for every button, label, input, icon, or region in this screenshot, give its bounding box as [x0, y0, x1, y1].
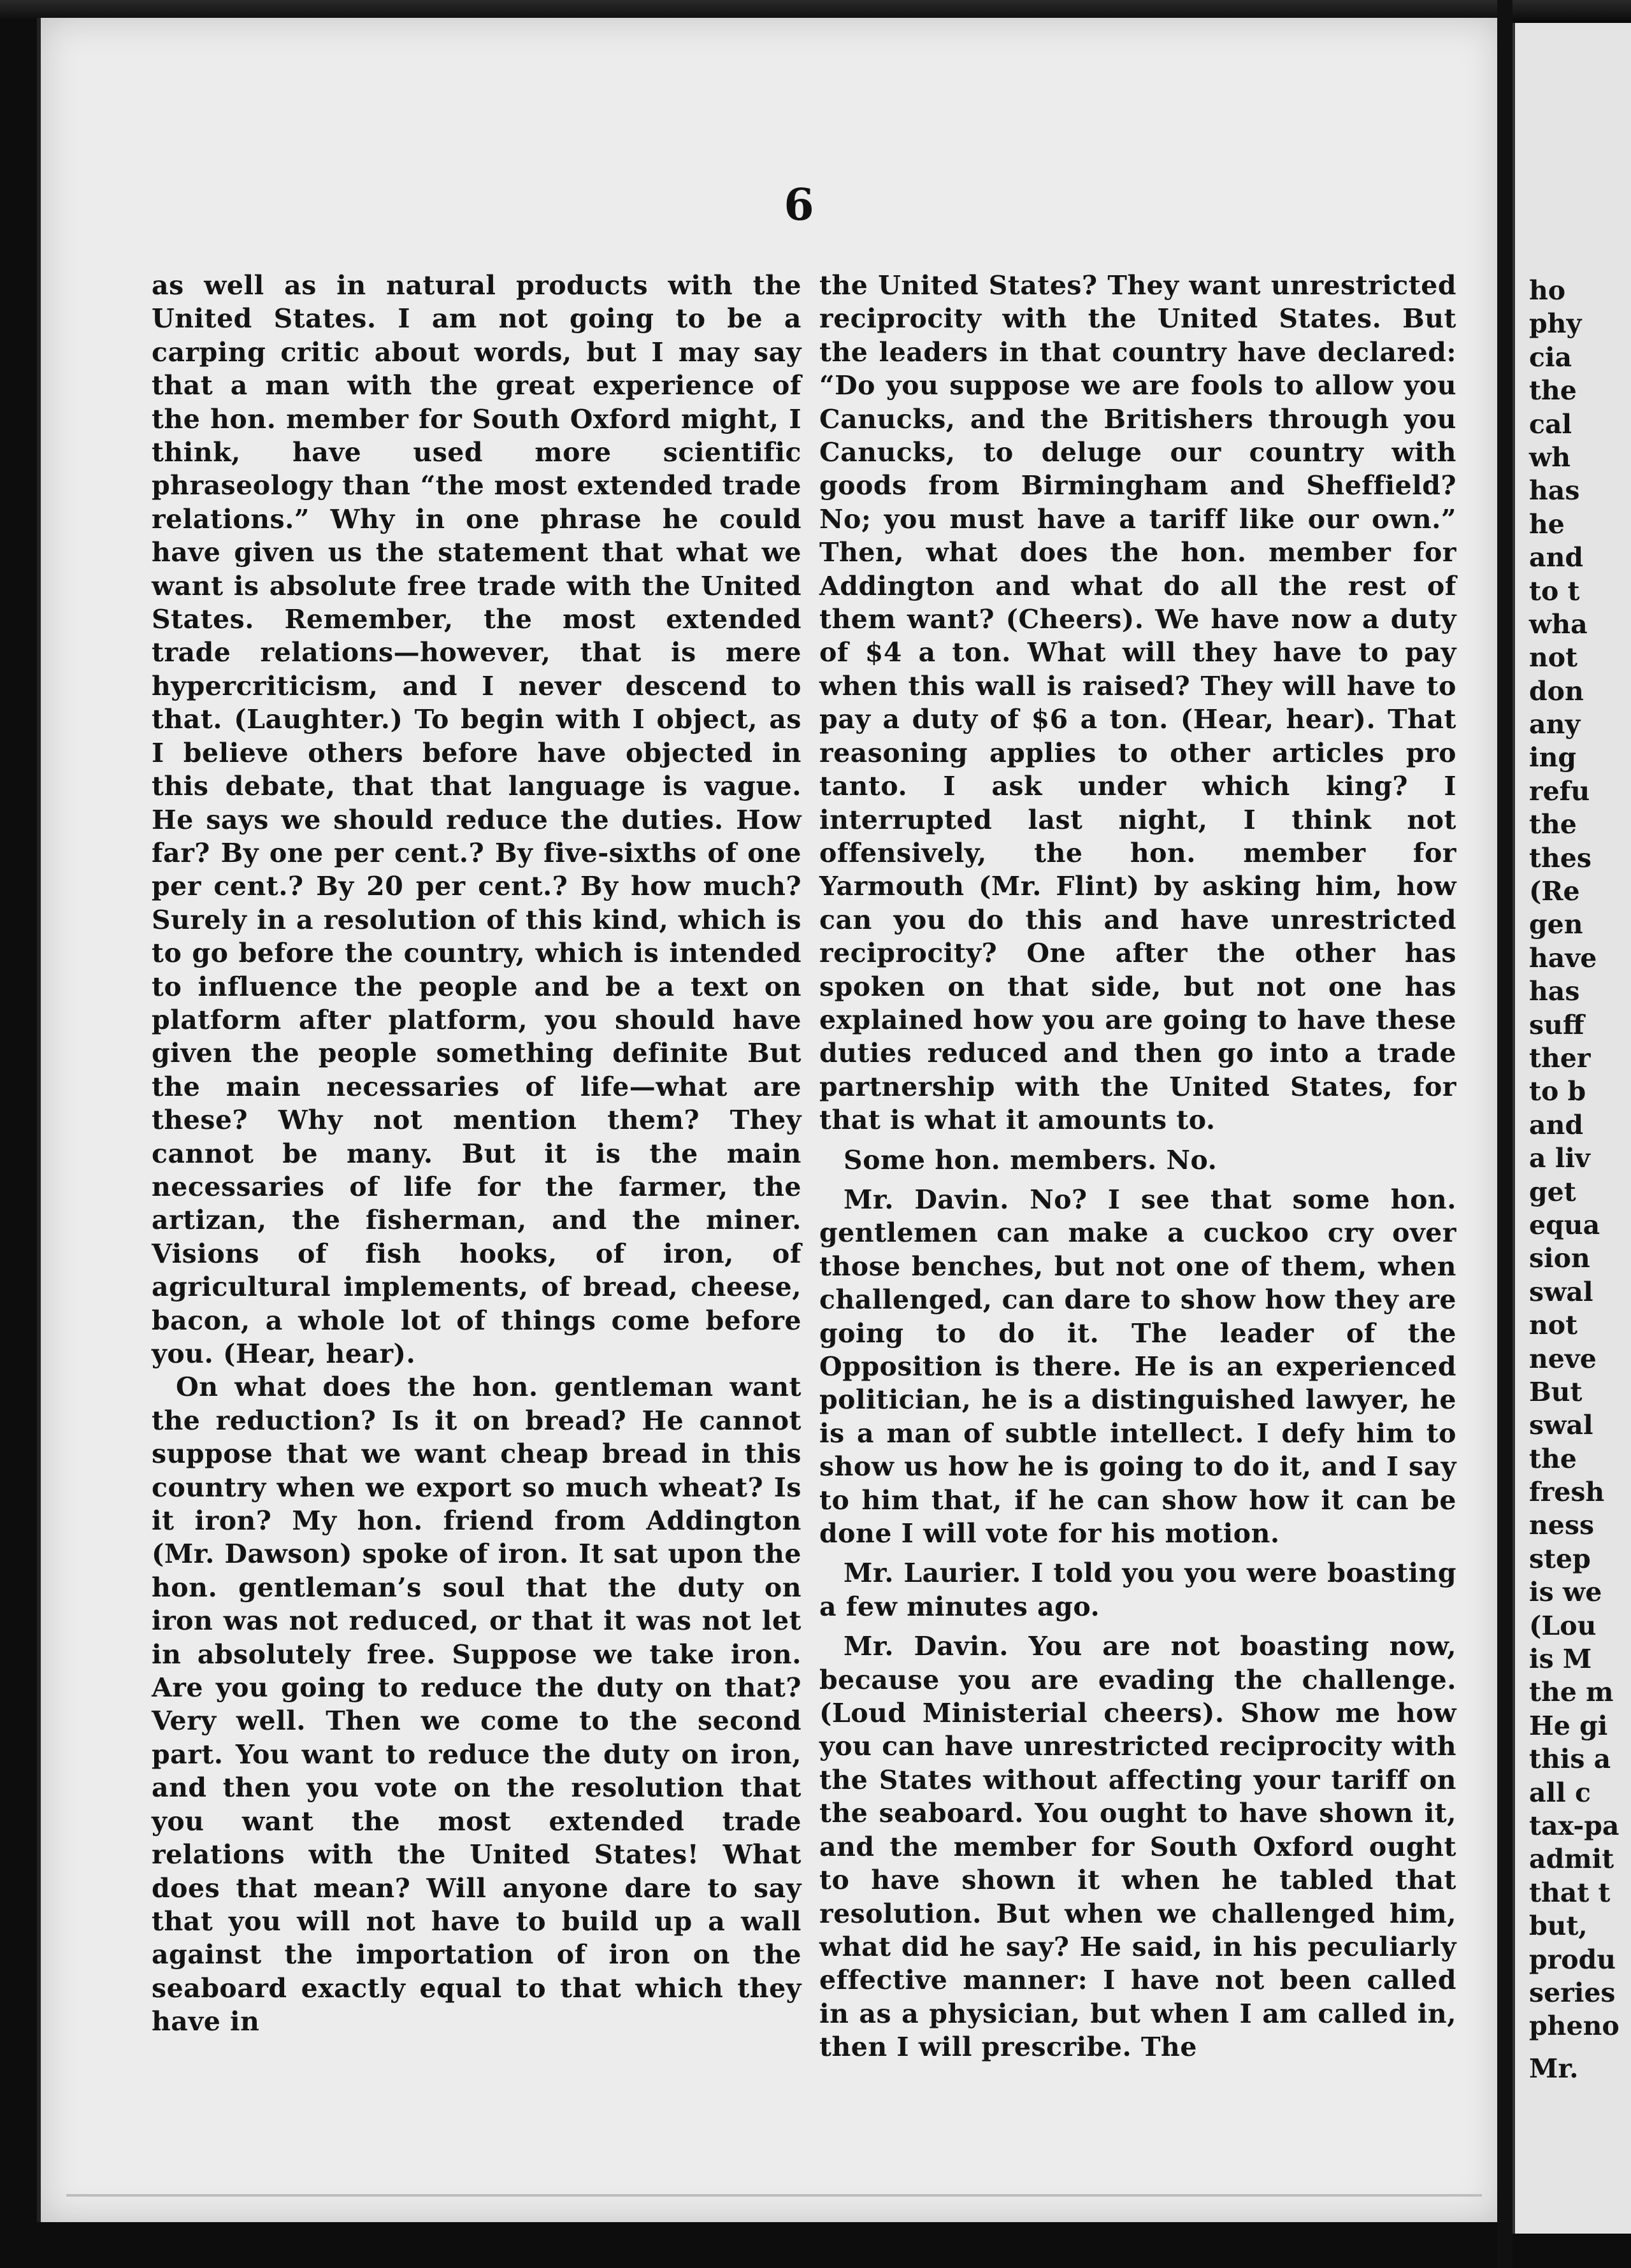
- adjacent-page-fragment: wha: [1529, 608, 1588, 640]
- adjacent-page-fragment: don: [1529, 675, 1584, 707]
- adjacent-page-fragment: not: [1529, 1310, 1578, 1341]
- adjacent-page-fragment: admit: [1529, 1844, 1614, 1875]
- paragraph: Some hon. members. No.: [844, 1144, 1218, 1175]
- adjacent-page-fragment: has: [1529, 475, 1580, 506]
- adjacent-page-fragment: sion: [1529, 1243, 1590, 1274]
- adjacent-page-fragment: the: [1529, 809, 1577, 840]
- paragraph: On what does the hon. gentleman want the reduction? Is it on bread? He cannot suppose that we want cheap bread in this country when we export so much wheat? Is it iron? My hon. friend from Addington (Mr. Dawson) spoke of iron. It sat upon the hon. gentleman’s soul that the duty on iron was not reduced, or that it was not let in absolutely free. Suppose we take iron. Are you going to reduce the duty on that? Very well. Then we come to the second part. You want to reduce the duty on iron, and then you vote on the resolution that you want the most extended trade relations with the United States! What does that mean? Will anyone dare to say that you will not have to build up a wall against the importation of iron on the seaboard exactly equal to that which they have in: [152, 1372, 801, 2037]
- adjacent-page-fragment: that t: [1529, 1877, 1611, 1908]
- text-column-right: [819, 269, 1456, 2064]
- adjacent-page-fragment: and: [1529, 542, 1584, 573]
- adjacent-page-fragment: gen: [1529, 909, 1583, 940]
- adjacent-page-fragment: fresh: [1529, 1477, 1605, 1508]
- adjacent-page-fragment: the: [1529, 375, 1577, 406]
- adjacent-page-fragment: any: [1529, 709, 1581, 740]
- paragraph: Mr. Davin. You are not boasting now, because you are evading the challenge. (Loud Ministerial cheers). Show me how you can have unrestricted reciprocity with the States without affecting your tariff on the seaboard. You ought to have shown it, and the member for South Oxford ought to have shown it when he tabled that resolution. But when we challenged him, what did he say? He said, in his peculiarly effective manner: I have not been called in as a physician, but when I am called in, then I will prescribe. The: [819, 1631, 1456, 2063]
- adjacent-page-fragment: ing: [1529, 742, 1577, 773]
- adjacent-page-edge: [1512, 23, 1631, 2234]
- adjacent-page-fragment: step: [1529, 1543, 1591, 1574]
- paragraph: the United States? They want unrestricted reciprocity with the United States. But the leaders in that country have declared: “Do you suppose we are fools to allow you Canucks, and the Britishers through you Canucks, to deluge our country with goods from Birmingham and Sheffield? No; you must have a tariff like our own.” Then, what does the hon. member for Addington and what do all the rest of them want? (Cheers). We have now a duty of $4 a ton. What will they have to pay when this wall is raised? They will have to pay a duty of $6 a ton. (Hear, hear). That reasoning applies to other articles pro tanto. I ask under which king? I interrupted last night, I think not offensively, the hon. member for Yarmouth (Mr. Flint) by asking him, how can you do this and have unrestricted reciprocity? One after the other has spoken on that side, but not one has explained how you are going to have these duties reduced and then go into a trade partnership with the United States, for that is what it amounts to.: [819, 270, 1456, 1136]
- adjacent-page-fragment: neve: [1529, 1343, 1597, 1374]
- adjacent-page-fragment: this a: [1529, 1744, 1611, 1775]
- adjacent-page-fragment: is M: [1529, 1644, 1592, 1675]
- adjacent-page-fragment: the: [1529, 1443, 1577, 1474]
- adjacent-page-fragment: phy: [1529, 308, 1582, 340]
- adjacent-page-fragment: (Re: [1529, 876, 1580, 907]
- adjacent-page-text-column: [1529, 274, 1631, 2085]
- adjacent-page-fragment: produ: [1529, 1944, 1616, 1975]
- adjacent-page-fragment: thes: [1529, 842, 1591, 873]
- adjacent-page-fragment: (Lou: [1529, 1610, 1597, 1641]
- adjacent-page-fragment: has: [1529, 976, 1580, 1007]
- adjacent-page-fragment: refu: [1529, 775, 1590, 807]
- document-page: [37, 18, 1501, 2222]
- adjacent-page-fragment: a liv: [1529, 1143, 1590, 1174]
- adjacent-page-fragment: pheno: [1529, 2011, 1620, 2042]
- adjacent-page-fragment: is we: [1529, 1577, 1602, 1608]
- adjacent-page-fragment: He gi: [1529, 1710, 1608, 1741]
- adjacent-page-fragment: to t: [1529, 575, 1580, 606]
- adjacent-page-fragment: But: [1529, 1376, 1583, 1407]
- adjacent-page-fragment: suff: [1529, 1009, 1584, 1040]
- adjacent-page-fragment: and: [1529, 1109, 1584, 1140]
- adjacent-page-fragment: the m: [1529, 1677, 1614, 1708]
- paragraph: as well as in natural products with the United States. I am not going to be a carping critic about words, but I may say that a man with the great experience of the hon. member for South Oxford might, I think, have used more scientific phraseology than “the most extended trade relations.” Why in one phrase he could have given us the statement that what we want is absolute free trade with the United States. Remember, the most extended trade relations—however, that is mere hypercriticism, and I never descend to that. (Laughter.) To begin with I object, as I believe others before have objected in this debate, that that language is vague. He says we should reduce the duties. How far? By one per cent.? By five-sixths of one per cent.? By 20 per cent.? By how much? Surely in a resolution of this kind, which is to go before the country, which is intended to influence the people and be a text on platform after platform, you should have given the people something definite But the main necessaries of life—what are these? Why not mention them? They cannot be many. But it is the main necessaries of life for the farmer, the artizan, the fisherman, and the miner. Visions of fish hooks, of iron, of agricultural implements, of bread, cheese, bacon, a whole lot of things come before you. (Hear, hear).: [152, 270, 801, 1369]
- adjacent-page-fragment: have: [1529, 942, 1597, 973]
- adjacent-page-fragment: swal: [1529, 1276, 1593, 1307]
- adjacent-page-fragment: swal: [1529, 1410, 1593, 1441]
- adjacent-page-fragment: to b: [1529, 1076, 1586, 1107]
- adjacent-page-fragment: he: [1529, 508, 1565, 540]
- adjacent-page-fragment: tax-pa: [1529, 1810, 1620, 1841]
- adjacent-page-fragment: not: [1529, 642, 1578, 673]
- text-column-left: [152, 269, 801, 2039]
- book-gutter: [1497, 0, 1512, 2268]
- adjacent-page-fragment: series: [1529, 1977, 1616, 2008]
- adjacent-page-fragment: cia: [1529, 341, 1572, 373]
- adjacent-page-fragment: ness: [1529, 1510, 1595, 1541]
- paragraph: Mr. Laurier. I told you you were boasting a few minutes ago.: [819, 1558, 1456, 1622]
- paragraph: Mr. Davin. No? I see that some hon. gentlemen can make a cuckoo cry over those benches, but not one of them, when challenged, can dare to show how they are going to do it. The leader of the Opposition is there. He is an experienced politician, he is a distinguished lawyer, he is a man of subtle intellect. I defy him to show us how he is going to do it, and I say to him that, if he can show how it can be done I will vote for his motion.: [819, 1184, 1456, 1549]
- adjacent-page-fragment: all c: [1529, 1777, 1591, 1808]
- adjacent-page-fragment: equa: [1529, 1209, 1600, 1240]
- adjacent-page-fragment: Mr.: [1529, 2053, 1579, 2084]
- adjacent-page-fragment: wh: [1529, 441, 1571, 473]
- adjacent-page-fragment: but,: [1529, 1911, 1588, 1942]
- adjacent-page-fragment: ther: [1529, 1042, 1591, 1073]
- page-number: 6: [784, 180, 814, 231]
- adjacent-page-fragment: ho: [1529, 275, 1566, 306]
- adjacent-page-fragment: get: [1529, 1176, 1576, 1207]
- adjacent-page-fragment: cal: [1529, 408, 1572, 440]
